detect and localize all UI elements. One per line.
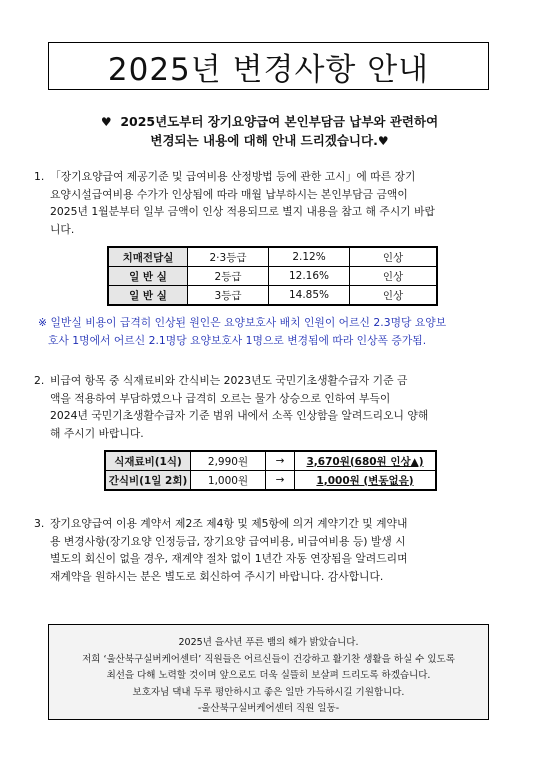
table-cell: 3,670원(680원 인상▲)	[295, 451, 437, 471]
table-cell: 3등급	[188, 286, 269, 306]
greeting-signature: -울산북구실버케어센터 직원 일동-	[197, 703, 340, 714]
table-cell: 2·3등급	[188, 247, 269, 267]
intro-line-1	[0, 112, 539, 132]
section-2-line: 액을 적용하여 부담하였으나 급격히 오르는 물가 상승으로 인하여 부득이	[50, 391, 391, 405]
heart-icon: ♥	[100, 115, 112, 129]
table-row	[105, 451, 436, 471]
table-cell: 12.16%	[269, 267, 350, 286]
table-cell: 2,990원	[191, 451, 266, 471]
section-2-line: 2024년 국민기초생활수급자 기준 범위 내에서 소폭 인상함을 알려드리오니 양해	[50, 409, 429, 422]
table-cell: 인상	[350, 247, 438, 267]
note-line: ※ 일반실 비용이 급격히 인상된 원인은 요양보호사 배치 인원이 어르신 2.3명당 요양보	[38, 316, 447, 329]
section-1-line: 요양시설급여비용 수가가 인상됨에 따라 매월 납부하시는 본인부담금 금액이	[50, 187, 408, 201]
arrow-icon: →	[266, 451, 295, 471]
table-row	[108, 286, 437, 306]
table-cell: 일 반 실	[108, 286, 188, 306]
table-row	[105, 471, 436, 491]
table-cell: 인상	[350, 286, 438, 306]
greeting-line: 2025년 을사년 푸른 뱀의 해가 밝았습니다.	[178, 637, 359, 648]
section-1-number: 1.	[34, 170, 45, 183]
greeting-box	[48, 624, 489, 720]
table-cell: 식재료비(1식)	[105, 451, 191, 471]
title-box	[48, 42, 489, 90]
table-cell: 인상	[350, 267, 438, 286]
table-cell: 간식비(1일 2회)	[105, 471, 191, 491]
table-cell: 14.85%	[269, 286, 350, 306]
intro-line-2	[0, 131, 539, 151]
table-cell: 일 반 실	[108, 267, 188, 286]
table-cell: 2등급	[188, 267, 269, 286]
table-row	[108, 247, 437, 267]
section-2	[34, 372, 504, 442]
section-2-number: 2.	[34, 374, 45, 387]
section-3-line: 장기요양급여 이용 계약서 제2조 제4항 및 제5항에 의거 계약기간 및 계약내	[50, 517, 408, 530]
section-3-line: 용 변경사항(장기요양 인정등급, 장기요양 급여비용, 비급여비용 등) 발생 시	[50, 534, 406, 548]
table-cell: 1,000원 (변동없음)	[295, 471, 437, 491]
intro-text-1: 2025년도부터 장기요양급여 본인부담금 납부와 관련하여	[120, 114, 439, 129]
staffing-note	[38, 314, 508, 350]
table-cell: 2.12%	[269, 247, 350, 267]
heart-icon: ♥	[377, 134, 389, 148]
intro-text-2: 변경되는 내용에 대해 안내 드리겠습니다.	[150, 133, 378, 148]
section-2-line: 해 주시기 바랍니다.	[50, 426, 144, 440]
section-1-line: 「장기요양급여 제공기준 및 급여비용 산정방법 등에 관한 고시」에 따른 장기	[50, 170, 416, 183]
arrow-icon: →	[266, 471, 295, 491]
table-cell: 1,000원	[191, 471, 266, 491]
section-1	[34, 168, 504, 238]
table-row	[108, 267, 437, 286]
section-3	[34, 515, 504, 585]
section-3-number: 3.	[34, 517, 45, 530]
table-cell: 치매전담실	[108, 247, 188, 267]
section-1-line: 2025년 1월분부터 일부 금액이 인상 적용되므로 별지 내용을 참고 해 주시기 바랍	[50, 205, 435, 218]
greeting-line: 저희 ‘울산북구실버케어센터’ 직원들은 어르신들이 건강하고 활기찬 생활을 하실 수 있도록	[82, 653, 455, 665]
greeting-line: 보호자님 댁내 두루 평안하시고 좋은 일만 가득하시길 기원합니다.	[132, 686, 405, 698]
page-title: 2025년 변경사항 안내	[107, 51, 430, 88]
section-2-line: 비급여 항목 중 식재료비와 간식비는 2023년도 국민기초생활수급자 기준 금	[50, 374, 408, 387]
section-3-line: 재계약을 원하시는 분은 별도로 회신하여 주시기 바랍니다. 감사합니다.	[50, 569, 384, 583]
section-3-line: 별도의 회신이 없을 경우, 재계약 절차 없이 1년간 자동 연장됨을 알려드리며	[50, 552, 408, 565]
rate-increase-table	[107, 246, 438, 306]
meal-cost-table	[104, 450, 437, 491]
section-1-line: 니다.	[50, 222, 75, 236]
greeting-line: 최선을 다해 노력할 것이며 앞으로도 더욱 실뜰히 보살펴 드리도록 하겠습니다.	[106, 670, 431, 681]
note-line: 호사 1명에서 어르신 2.1명당 요양보호사 1명으로 변경됨에 따라 인상폭 증가됨.	[48, 334, 427, 347]
